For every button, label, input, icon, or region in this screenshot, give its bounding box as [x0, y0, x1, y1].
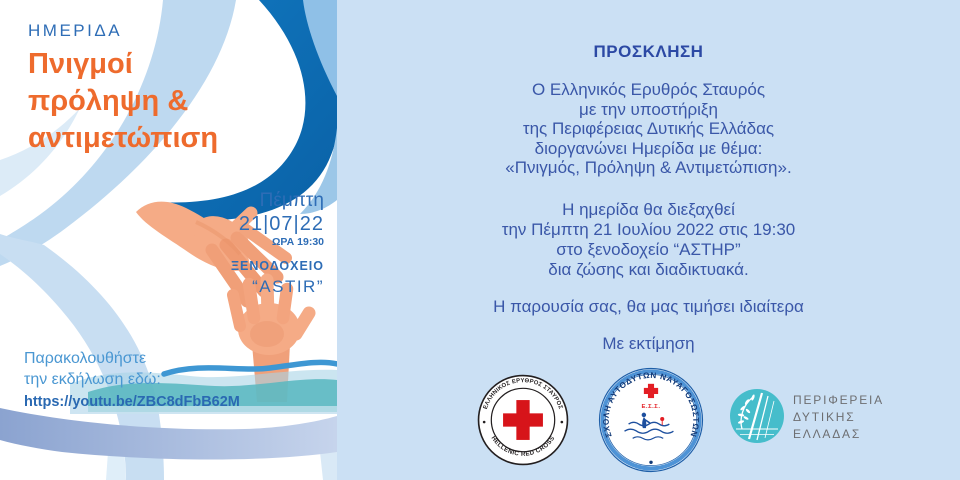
region-text-line-2: ΔΥΤΙΚΗΣ	[793, 410, 856, 424]
venue-name: “ASTIR”	[252, 277, 324, 296]
details-line-3: στο ξενοδοχείο “ΑΣΤΗΡ”	[556, 240, 741, 259]
details-line-4: δια ζώσης και διαδικτυακά.	[548, 260, 749, 279]
invitation-details	[337, 200, 960, 280]
event-title-line-3: αντιμετώπιση	[28, 122, 219, 154]
schedule-time: ΩΡΑ 19:30	[272, 236, 324, 248]
details-line-1: Η ημερίδα θα διεξαχθεί	[562, 200, 735, 219]
venue-label: ΞΕΝΟΔΟΧΕΙΟ	[230, 259, 324, 273]
event-poster	[0, 0, 337, 480]
watch-note-line-2: την εκδήλωση εδώ:	[24, 371, 161, 388]
invitation-heading: ΠΡΟΣΚΛΗΣΗ	[593, 42, 704, 61]
bottom-band	[0, 408, 337, 460]
lifeguard-school-arc-text: ΣΧΟΛΗ ΑΥΤΟΔΥΤΩΝ ΝΑΥΑΓΟΣΩΣΤΩΝ	[601, 370, 701, 439]
watch-note-line-1: Παρακολουθήστε	[24, 350, 147, 367]
watch-note	[24, 348, 240, 413]
red-cross-bottom-arc-text: HELLENIC RED CROSS	[489, 434, 557, 458]
event-schedule	[231, 190, 324, 297]
red-cross-top-arc-text: ΕΛΛΗΝΙΚΟΣ ΕΡΥΘΡΟΣ ΣΤΑΥΡΟΣ	[482, 378, 564, 411]
intro-line-1: Ο Ελληνικός Ερυθρός Σταυρός	[531, 80, 766, 99]
red-cross-logo	[477, 374, 569, 466]
region-text-line-3: ΕΛΛΑΔΑΣ	[793, 427, 862, 441]
invitation-intro	[337, 80, 960, 178]
event-title-line-2: πρόληψη &	[28, 85, 189, 117]
schedule-date: 21|07|22	[238, 213, 324, 235]
event-title-line-1: Πνιγμοί	[28, 48, 133, 80]
schedule-day: Πέμπτη	[259, 190, 324, 211]
arc-separator-dot	[649, 461, 652, 464]
intro-line-2: με την υποστήριξη	[579, 99, 718, 119]
event-title	[28, 46, 218, 157]
intro-line-5: «Πνιγμός, Πρόληψη & Αντιμετώπιση».	[505, 158, 792, 177]
intro-line-3: της Περιφέρειας Δυτικής Ελλάδας	[522, 119, 775, 138]
lifeguard-school-logo	[598, 367, 704, 473]
region-logo-mark	[729, 388, 785, 444]
stream-url-link[interactable]: https://youtu.be/ZBC8dFbB62M	[24, 394, 240, 410]
lifeguard-school-abbr: Ε.Σ.Σ.	[641, 403, 661, 410]
presence-line: Η παρουσία σας, θα μας τιμήσει ιδιαίτερα	[493, 297, 804, 316]
closing-line: Με εκτίμηση	[602, 334, 695, 353]
region-logo-text	[793, 392, 884, 443]
invitation-panel	[337, 0, 960, 480]
details-line-2: την Πέμπτη 21 Ιουλίου 2022 στις 19:30	[501, 220, 796, 239]
intro-line-4: διοργανώνει Ημερίδα με θέμα:	[534, 138, 763, 158]
event-kicker: ΗΜΕΡΙΔΑ	[28, 21, 123, 40]
region-text-line-1: ΠΕΡΙΦΕΡΕΙΑ	[793, 393, 884, 407]
